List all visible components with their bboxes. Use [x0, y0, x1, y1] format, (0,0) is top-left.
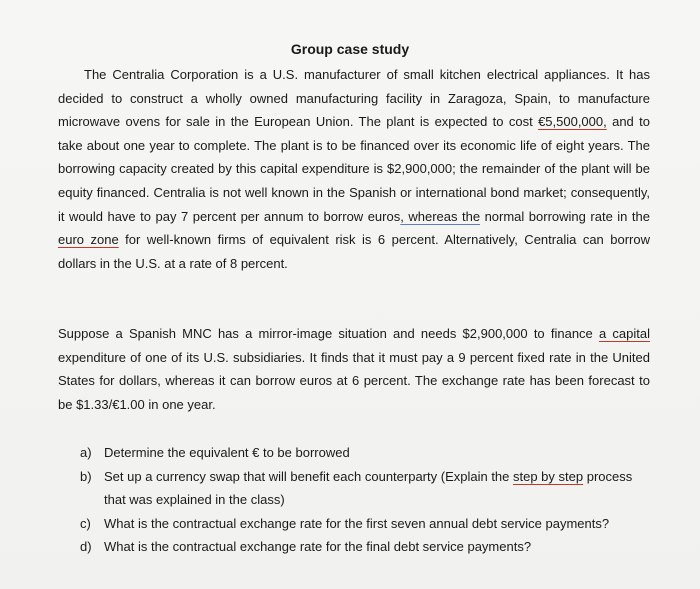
question-text-pre: Set up a currency swap that will benefit each counterparty (Explain the [104, 468, 513, 484]
p2-text-1: Suppose a Spanish MNC has a mirror-image situation and needs $2,900,000 to finance [58, 326, 599, 341]
p1-text-3: normal borrowing rate in the [480, 208, 650, 224]
p1-text-2: and to take about one year to complete. The plant is to be financed over its economic life of eight years. The borrowing capacity created by this capital expenditure is $2,900,000; the remainder of the plant will be equity financed. Centralia is not well known in the Spanish or international bond market; consequently, it would have to pay 7 percent per annum to borrow euros [58, 114, 650, 224]
question-item [80, 512, 652, 536]
question-text-post: process that was explained in the class) [104, 468, 633, 507]
case-paragraph-1 [58, 63, 650, 275]
question-text [104, 465, 652, 512]
question-label: c) [80, 515, 91, 531]
question-step-by-step: step by step [513, 468, 584, 484]
question-label: b) [80, 468, 92, 484]
p2-capital: a capital [598, 326, 650, 341]
question-item [80, 441, 652, 465]
p1-euro-zone: euro zone [58, 232, 119, 248]
question-item [80, 465, 652, 512]
p2-text-2: expenditure of one of its U.S. subsidiaries. It finds that it must pay a 9 percent fixed rate in the United States for dollars, whereas it can borrow euros at 6 percent. The exchange rate has been forecast to be $1.33/€1.00 in one year. [58, 349, 650, 412]
question-item [80, 535, 652, 559]
question-text: What is the contractual exchange rate for the final debt service payments? [104, 539, 532, 554]
document-title: Group case study [290, 41, 410, 57]
case-paragraph-2 [58, 322, 650, 416]
question-list [80, 441, 652, 559]
question-label: d) [80, 539, 92, 554]
question-text: What is the contractual exchange rate for the first seven annual debt service payments? [104, 515, 610, 531]
p1-whereas: , whereas the [400, 208, 481, 224]
p1-text-1: The Centralia Corporation is a U.S. manufacturer of small kitchen electrical appliances. It has decided to construct a wholly owned manufacturing facility in Zaragoza, Spain, to manufacture microwave ovens for sale in the European Union. The plant is expected to cost [58, 67, 650, 130]
question-text: Determine the equivalent € to be borrowed [104, 445, 350, 460]
p1-cost-amount: €5,500,000, [538, 114, 607, 130]
p1-text-4: for well-known firms of equivalent risk is 6 percent. Alternatively, Centralia can borrow dollars in the U.S. at a rate of 8 percent. [58, 232, 650, 271]
question-label: a) [80, 445, 92, 460]
